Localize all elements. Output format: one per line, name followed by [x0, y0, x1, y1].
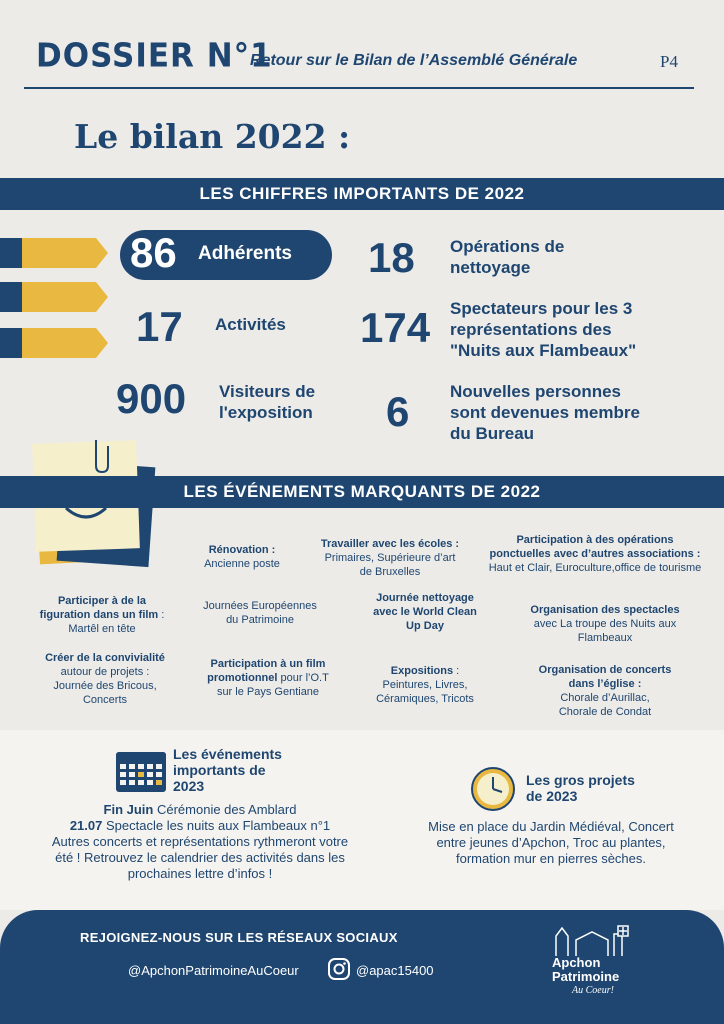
instagram-icon[interactable] — [328, 958, 350, 980]
projects-2023-title: Les gros projets de 2023 — [526, 772, 635, 804]
ribbon-flags-decoration — [0, 236, 112, 366]
castle-logo-icon — [552, 922, 636, 958]
clock-icon — [470, 766, 516, 812]
stat-activities-number: 17 — [136, 303, 183, 350]
event-conviviality: Créer de la convivialité autour de projets : Journée des Bricous, Concerts — [45, 652, 165, 706]
event-film-figuration: Participer à de la figuration dans un film : Martêl en tête — [39, 595, 165, 635]
instagram-handle[interactable]: @apac15400 — [356, 963, 434, 978]
stat-visitors-number: 900 — [116, 375, 187, 422]
event-associations: Participation à des opérations ponctuelles avec d’autres associations : Haut et Clair, Euroculture,office de tourisme — [488, 534, 702, 574]
section-banner-figures: LES CHIFFRES IMPORTANTS DE 2022 — [0, 178, 724, 210]
flag-3 — [0, 328, 108, 358]
event-heritage-days: Journées Européennes du Patrimoine — [203, 600, 317, 626]
projects-2023-text: Mise en place du Jardin Médiéval, Concert entre jeunes d’Apchon, Troc au plantes, formation mur en pierres sèches. — [428, 819, 674, 866]
stat-board-number: 6 — [386, 388, 410, 435]
event-shows: Organisation des spectacles avec La troupe des Nuits aux Flambeaux — [530, 604, 680, 644]
stat-activities-label: Activités — [215, 315, 286, 334]
stat-members-label: Adhérents — [198, 243, 292, 264]
dossier-title: DOSSIER N°1 — [36, 37, 273, 75]
events-2023-title: Les événements importants de 2023 — [173, 746, 282, 794]
stat-spectators-label: Spectateurs pour les 3 représentations des "Nuits aux Flambeaux" — [450, 299, 637, 360]
event-schools: Travailler avec les écoles : Primaires, Supérieure d’art de Bruxelles — [320, 538, 460, 578]
page-number: P4 — [660, 52, 678, 71]
event-church-concerts: Organisation de concerts dans l’église : Chorale d’Aurillac, Chorale de Condat — [538, 664, 672, 718]
stat-visitors-label: Visiteurs de l'exposition — [219, 382, 316, 422]
stat-board-label: Nouvelles personnes sont devenues membre du Bureau — [450, 382, 640, 443]
page-title: Le bilan 2022 : — [74, 117, 351, 156]
event-renovation: Rénovation : Ancienne poste — [204, 544, 280, 570]
section-banner-events: LES ÉVÉNEMENTS MARQUANTS DE 2022 — [0, 476, 724, 508]
stat-spectators-number: 174 — [360, 304, 431, 351]
stat-cleanup-label: Opérations de nettoyage — [450, 237, 565, 277]
flag-2 — [0, 282, 108, 312]
calendar-icon — [116, 750, 166, 792]
facebook-handle[interactable]: @ApchonPatrimoineAuCoeur — [128, 963, 299, 978]
header-divider — [24, 87, 694, 89]
event-promo-film: Participation à un film promotionnel pour l’O.T sur le Pays Gentiane — [207, 658, 329, 698]
stat-members-number: 86 — [130, 229, 177, 276]
association-logo: Apchon Patrimoine Au Coeur! — [552, 955, 620, 996]
event-exhibitions: Expositions : Peintures, Livres, Céramiques, Tricots — [376, 665, 474, 705]
footer-social-title: REJOIGNEZ-NOUS SUR LES RÉSEAUX SOCIAUX — [80, 930, 398, 945]
event-cleanup-day: Journée nettoyage avec le World Clean Up Day — [373, 592, 477, 632]
events-2023-text: Fin Juin Cérémonie des Amblard 21.07 Spectacle les nuits aux Flambeaux n°1 Autres concerts et représentations rythmeront votre été ! Retrouvez le calendrier des activités dans les prochaines lettre d’infos ! — [51, 802, 349, 881]
stat-cleanup-number: 18 — [368, 234, 415, 281]
header-subtitle: Retour sur le Bilan de l’Assemblé Générale — [250, 52, 578, 69]
flag-1 — [0, 238, 108, 268]
